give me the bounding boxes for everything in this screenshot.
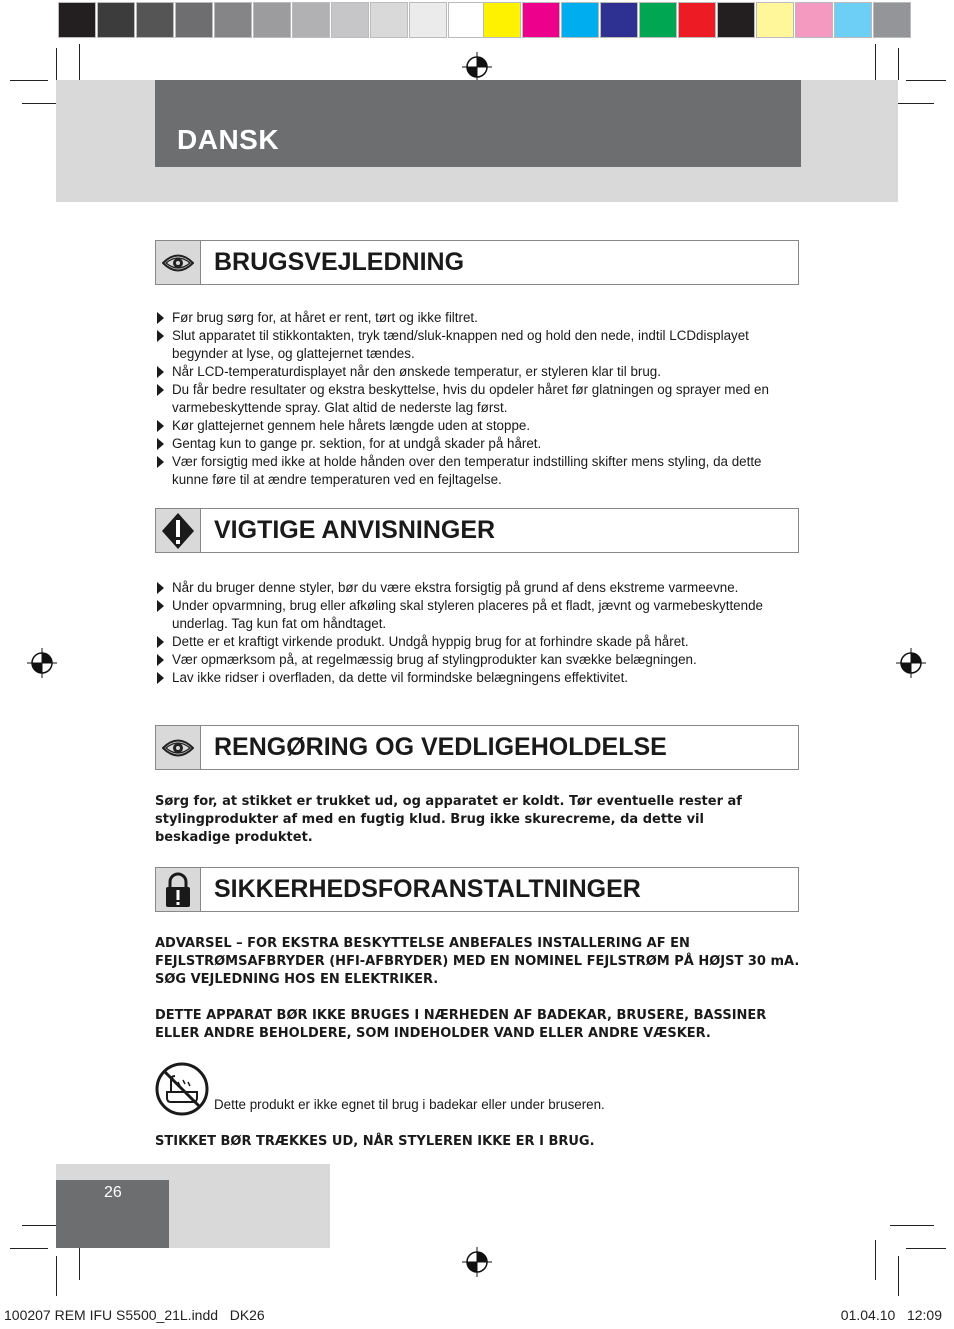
no-bath-icon: [155, 1062, 209, 1116]
file-slug: 100207 REM IFU S5500_21L.indd DK26: [4, 1307, 265, 1323]
section-title: BRUGSVEJLEDNING: [214, 248, 465, 276]
crop-mark: [906, 80, 946, 81]
color-swatch: [175, 2, 213, 38]
crop-mark: [56, 48, 57, 80]
eye-icon: [156, 241, 201, 284]
crop-mark: [56, 1256, 57, 1296]
safety-warning-rcd: ADVARSEL – FOR EKSTRA BESKYTTELSE ANBEFALES INSTALLERING AF EN FEJLSTRØMSAFBRYDER (HFI-AFBRYDER) MED EN NOMINEL FEJLSTRØM PÅ HØJST 30 mA. SØG VEJLEDNING HOS EN ELEKTRIKER.: [155, 936, 800, 987]
color-swatch: [97, 2, 135, 38]
eye-icon: [156, 726, 201, 769]
color-swatch: [448, 2, 486, 38]
page-number-box: [56, 1180, 169, 1248]
color-swatch: [639, 2, 677, 38]
color-swatch: [600, 2, 638, 38]
list-item: Vær opmærksom på, at regelmæssig brug af stylingprodukter kan svække belægningen.: [155, 651, 800, 669]
color-swatch: [292, 2, 330, 38]
color-swatch: [370, 2, 408, 38]
crop-mark: [898, 48, 899, 80]
date-slug: 01.04.10 12:09: [840, 1307, 942, 1323]
section-header-safety: [155, 867, 799, 912]
safety-warning-water: DETTE APPARAT BØR IKKE BRUGES I NÆRHEDEN AF BADEKAR, BRUSERE, BASSINER ELLER ANDRE BEHOLDERE, SOM INDEHOLDER VAND ELLER ANDRE VÆSKER.: [155, 1008, 767, 1041]
process-color-bar: [483, 2, 912, 38]
crop-mark: [906, 1248, 946, 1249]
crop-mark: [10, 80, 48, 81]
section-header-cleaning: [155, 725, 799, 770]
warning-icon: [156, 509, 201, 552]
padlock-icon: [156, 868, 201, 911]
color-swatch: [331, 2, 369, 38]
registration-mark-icon: [27, 648, 57, 678]
section-header-important: [155, 508, 799, 553]
important-instructions-list: [155, 579, 800, 687]
color-swatch: [795, 2, 833, 38]
color-swatch: [522, 2, 560, 38]
color-swatch: [136, 2, 174, 38]
list-item: Slut apparatet til stikkontakten, tryk tænd/sluk-knappen ned og hold den nede, indtil LCDdisplayet begynder at lyse, og glattejernet tændes.: [155, 327, 800, 363]
crop-mark: [890, 1225, 934, 1226]
list-item: Når LCD-temperaturdisplayet når den ønskede temperatur, er styleren klar til brug.: [155, 363, 800, 381]
usage-instructions-list: [155, 309, 800, 489]
cleaning-text: Sørg for, at stikket er trukket ud, og apparatet er koldt. Tør eventuelle rester af stylingprodukter af med en fugtig klud. Brug ikke skurecreme, da dette vil beskadige produktet.: [155, 794, 742, 845]
registration-mark-icon: [462, 52, 492, 82]
section-title: SIKKERHEDSFORANSTALTNINGER: [214, 875, 641, 903]
list-item: Gentag kun to gange pr. sektion, for at undgå skader på håret.: [155, 435, 800, 453]
list-item: Du får bedre resultater og ekstra beskyttelse, hvis du opdeler håret før glatningen og sprayer med en varmebeskyttende spray. Glat altid de nederste lag først.: [155, 381, 800, 417]
registration-mark-icon: [462, 1247, 492, 1277]
color-swatch: [253, 2, 291, 38]
list-item: Under opvarmning, brug eller afkøling skal styleren placeres på et fladt, jævnt og varmebeskyttende underlag. Tag kun fat om håndtaget.: [155, 597, 800, 633]
bath-note: Dette produkt er ikke egnet til brug i badekar eller under bruseren.: [214, 1097, 605, 1112]
registration-mark-icon: [896, 648, 926, 678]
color-swatch: [678, 2, 716, 38]
crop-mark: [10, 1248, 48, 1249]
list-item: Dette er et kraftigt virkende produkt. Undgå hyppig brug for at forhindre skade på håret.: [155, 633, 800, 651]
safety-warning-unplug: STIKKET BØR TRÆKKES UD, NÅR STYLEREN IKKE ER I BRUG.: [155, 1134, 595, 1149]
list-item: Kør glattejernet gennem hele hårets længde uden at stoppe.: [155, 417, 800, 435]
color-swatch: [873, 2, 911, 38]
section-title: RENGØRING OG VEDLIGEHOLDELSE: [214, 733, 667, 761]
color-swatch: [834, 2, 872, 38]
list-item: Vær forsigtig med ikke at holde hånden over den temperatur indstilling skifter mens styling, da dette kunne føre til at ændre temperaturen ved en fejltagelse.: [155, 453, 800, 489]
color-swatch: [717, 2, 755, 38]
section-header-usage: [155, 240, 799, 285]
section-title: VIGTIGE ANVISNINGER: [214, 516, 496, 544]
page-title: DANSK: [177, 124, 280, 155]
color-swatch: [756, 2, 794, 38]
color-swatch: [561, 2, 599, 38]
list-item: Lav ikke ridser i overfladen, da dette vil formindske belægningens effektivitet.: [155, 669, 800, 687]
language-title-box: [155, 80, 801, 167]
list-item: Før brug sørg for, at håret er rent, tørt og ikke filtret.: [155, 309, 800, 327]
page-number: 26: [104, 1184, 122, 1201]
list-item: Når du bruger denne styler, bør du være ekstra forsigtig på grund af dens ekstreme varmeevne.: [155, 579, 800, 597]
color-swatch: [214, 2, 252, 38]
gray-color-bar: [58, 2, 487, 38]
color-swatch: [483, 2, 521, 38]
color-swatch: [409, 2, 447, 38]
color-swatch: [58, 2, 96, 38]
crop-mark: [875, 1240, 876, 1280]
crop-mark: [898, 1256, 899, 1296]
